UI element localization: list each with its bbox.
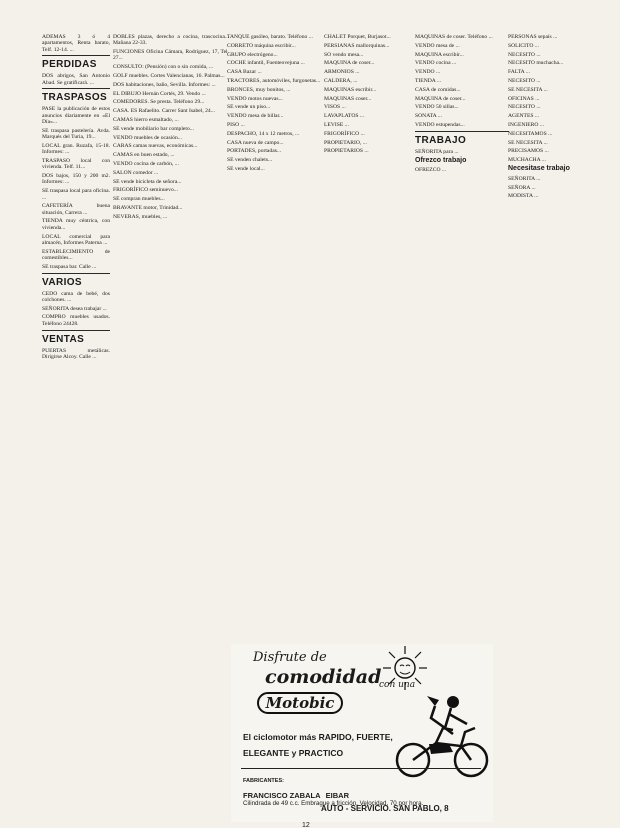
classified-ad: SE traspasa bar. Calle ... <box>42 263 97 270</box>
classified-ad: SONATA ... <box>415 113 442 120</box>
classified-ad: EL DIBUJO Hernán Cortés, 29. Vendo ... <box>113 90 206 97</box>
column-1 <box>42 34 110 824</box>
classified-ad: FRIGORÍFICO ... <box>324 130 365 137</box>
classified-ad: SE venden chalets... <box>227 157 273 164</box>
classified-ad: SEÑORA ... <box>508 184 536 191</box>
section-heading: VARIOS <box>42 276 82 288</box>
classified-ad: CHALET Porquet, Burjasot... <box>324 34 391 40</box>
section-heading: PERDIDAS <box>42 59 97 71</box>
classified-ad: MAQUINA escribir... <box>415 51 464 58</box>
classified-ad: BRONCES, muy bonitos, ... <box>227 86 291 93</box>
ad-makers-city: EIBAR <box>325 791 350 800</box>
classified-ad: MAQUINA de coser... <box>324 60 375 67</box>
brand-logo: Motobic <box>257 692 343 714</box>
classified-ad: TRASPASO local con vivienda. Telf. 11... <box>42 158 110 171</box>
section-heading: VENTAS <box>42 333 85 345</box>
classified-ad: CAMAS en buen estado, ... <box>113 152 175 159</box>
classified-ad: PUERTAS metálicas. Dirigirse Alcoy. Calle ... <box>42 347 110 360</box>
classified-ad: ADEMÁS 3 ó 4 apartamentos, Renta barato, Telf. 12-14. ... <box>42 34 110 53</box>
classified-ad: VENDO estupendas... <box>415 121 465 128</box>
classified-ad: PROPIETARIOS ... <box>324 148 369 155</box>
subsection-heading: Necesitase trabajo <box>508 165 570 173</box>
classified-ad: CEDO cama de bebé, dos colchones. ... <box>42 290 110 303</box>
classified-ad: SE compran muebles... <box>113 196 165 203</box>
classified-ad: NECESITO ... <box>508 51 541 58</box>
classified-ad: VENDO mesa de ... <box>415 42 460 49</box>
classified-ad: SE vende bicicleta de señora... <box>113 178 182 185</box>
classified-ad: ESTABLECIMIENTO de comestibles... <box>42 248 110 261</box>
classified-ad: DOS abrigos, San Antonio Abad. Se gratificará. ... <box>42 73 110 86</box>
classified-ad: PORTADES, portadas... <box>227 148 282 155</box>
classified-ad: BRAVANTE motor, Trinidad... <box>113 204 183 211</box>
ad-makers-label: FABRICANTES: <box>243 778 284 784</box>
classified-ad: SE traspasa local para oficina. ... <box>42 188 110 201</box>
classified-ad: SO vendo mesa... <box>324 51 364 58</box>
column-6 <box>508 34 606 824</box>
classified-ad: SE traspasa pastelería. Avda. Marqués del Turia, 19... <box>42 127 110 141</box>
classified-ad: LEVISE ... <box>324 121 349 128</box>
classified-ad: SE vende mobiliario bar completo... <box>113 125 194 132</box>
classified-ad: CAMAS hierro esmaltado, ... <box>113 116 179 123</box>
classified-ad: VENDO cocina ... <box>415 60 457 67</box>
ad-claim-1: El ciclomotor más RAPIDO, FUERTE, <box>243 732 393 742</box>
classified-ad: FUNCIONES Oficina Cámara, Rodríguez, 17, Tel. 27... <box>113 49 229 62</box>
classified-ad: SE vende un piso... <box>227 104 271 111</box>
classified-ad: MAQUINAS de coser. Teléfono ... <box>415 34 493 40</box>
classified-ad: VENDO muebles de ocasión... <box>113 134 182 141</box>
classified-ad: DOBLES plazas, derecho a cocina, trascocina... Mañana 22-33. <box>113 34 229 47</box>
classified-ad: PROPIETARIO, ... <box>324 139 367 146</box>
classified-ad: FRIGORÍFICO seminuevo... <box>113 187 178 194</box>
classified-ad: VENDO 50 sillas... <box>415 104 459 111</box>
classified-ad: NECESITO ... <box>508 77 541 84</box>
classified-ad: CONSULTO: (Pensión) con o sin comida, ... <box>113 64 214 71</box>
classified-ad: PISO ... <box>227 121 245 128</box>
classified-ad: PASE la publicación de estos anuncios diariamente en «El Día»... <box>42 106 110 126</box>
divider <box>241 768 481 769</box>
divider <box>42 88 110 89</box>
classified-ad: ARMONIOS ... <box>324 69 360 76</box>
classified-ad: CASA Bazar ... <box>227 69 262 76</box>
classified-ad: CASA nueva de campo... <box>227 139 284 146</box>
classified-ad: MUCHACHA ... <box>508 157 546 164</box>
classified-ad: COMEDORES. Se presta. Teléfono 29... <box>113 99 205 106</box>
classified-ad: INGENIERO ... <box>508 121 545 128</box>
divider <box>42 330 110 331</box>
classified-ad: PERSIANAS mallorquinas... <box>324 42 390 49</box>
classified-ad: DESPACHO, 14 x 12 metros, ... <box>227 130 300 137</box>
classified-ad: MAQUINAS escribir... <box>324 86 377 93</box>
classified-ad: DOS bajos, 150 y 200 m2. Informes: ... <box>42 173 110 186</box>
column-2 <box>113 34 229 654</box>
ad-makers-note: Cilindrada de 49 c.c. Embrague a fricción. Velocidad, 70 por hora. <box>243 800 424 807</box>
classified-ad: SEÑORITA desea trabajar ... <box>42 305 107 312</box>
classified-ad: TRACTORES, automóviles, furgonetas... <box>227 77 321 84</box>
motobic-advertisement <box>231 644 493 822</box>
classified-ad: COCHE infantil, Fuenteovejuna ... <box>227 60 305 67</box>
classified-ad: SEÑORITA ... <box>508 175 541 182</box>
subsection-heading: Ofrezco trabajo <box>415 157 467 165</box>
classified-ad: LAVAPLATOS ... <box>324 113 365 120</box>
classified-ad: VENDO mesa de billar... <box>227 113 284 120</box>
column-3 <box>227 34 321 654</box>
classified-ad: TANQUE gasóleo, barato. Teléfono ... <box>227 34 313 40</box>
ad-headline-2: comodidad <box>265 666 382 688</box>
ad-headline-1: Disfrute de <box>253 650 327 665</box>
ad-headline-3: con una <box>379 680 416 690</box>
classified-ad: SOLICITO ... <box>508 42 539 49</box>
classified-ad: OFICINAS ... <box>508 95 540 102</box>
classified-ad: MAQUINA de coser... <box>415 95 466 102</box>
classified-ad: CORRETO máquina escribir... <box>227 42 296 49</box>
classified-ad: NEVERAS, muebles, ... <box>113 213 168 220</box>
sun-icon <box>381 644 429 692</box>
classified-ad: SEÑORITA para ... <box>415 148 459 155</box>
classified-ad: CASA de comidas... <box>415 86 461 93</box>
classified-ad: VISOS ... <box>324 104 346 111</box>
classified-ad: TIENDA muy céntrica, con vivienda... <box>42 218 110 231</box>
classified-ad: CASA. ES Rafaelito. Carrer Sant Isabel, 24... <box>113 108 215 115</box>
classified-ad: TIENDA ... <box>415 77 442 84</box>
classified-ad: NECESITAMOS ... <box>508 130 553 137</box>
classified-ad: PERSONAS sepaís ... <box>508 34 558 40</box>
divider <box>415 131 509 132</box>
classified-ad: PRECISAMOS ... <box>508 148 549 155</box>
classified-ad: SE vende local... <box>227 165 265 172</box>
classified-ad: CALDERA, ... <box>324 77 358 84</box>
classified-ad: VENDO motos nuevas... <box>227 95 283 102</box>
ad-footer: AUTO - SERVICIO. SAN PABLO, 8 <box>321 804 449 813</box>
ad-claim-2: ELEGANTE y PRACTICO <box>243 748 344 758</box>
divider <box>42 55 110 56</box>
classified-ad: FALTA ... <box>508 69 530 76</box>
column-4 <box>324 34 418 654</box>
classified-ad: DOS habitaciones, baño, Sevilla. Informes: ... <box>113 81 216 88</box>
classified-ad: SE NECESITA ... <box>508 86 548 93</box>
motorcycle-rider-icon <box>391 688 491 780</box>
classified-ad: NECESITO ... <box>508 104 541 111</box>
classified-ad: VENDO ... <box>415 69 441 76</box>
classified-ad: MODISTA ... <box>508 193 539 200</box>
newspaper-page <box>6 6 614 828</box>
classified-ad: VENDO cocina de carbón, ... <box>113 160 179 167</box>
classified-ad: GRUPO electrógeno... <box>227 51 278 58</box>
ad-makers-name: FRANCISCO ZABALA <box>243 791 321 800</box>
classified-ad: NECESITO muchacha... <box>508 60 564 67</box>
page-number: 12 <box>302 822 310 828</box>
divider <box>42 273 110 274</box>
classified-ad: CAFETERÍA buena situación, Carrera ... <box>42 203 110 216</box>
section-heading: TRABAJO <box>415 134 467 146</box>
classified-ad: AGENTES ... <box>508 113 540 120</box>
section-heading: TRASPASOS <box>42 92 108 104</box>
classified-ad: SE NECESITA ... <box>508 139 548 146</box>
classified-ad: CARAS camas nuevas, económicas... <box>113 143 198 150</box>
classified-ad: LOCAL comercial para almacén, Informes Paterna ... <box>42 233 110 246</box>
classified-ad: OFREZCO ... <box>415 167 447 174</box>
classified-ad: MAQUINAS coser... <box>324 95 372 102</box>
classified-ad: GOLF muebles. Cortes Valencianas, 16. Palmas... <box>113 72 225 79</box>
classified-ad: LOCAL gran. Ruzafa, 15-18. Informes: ... <box>42 142 110 156</box>
classified-ad: COMPRO muebles usados. Teléfono 24428. <box>42 314 110 327</box>
classified-ad: SALON comedor ... <box>113 169 159 176</box>
